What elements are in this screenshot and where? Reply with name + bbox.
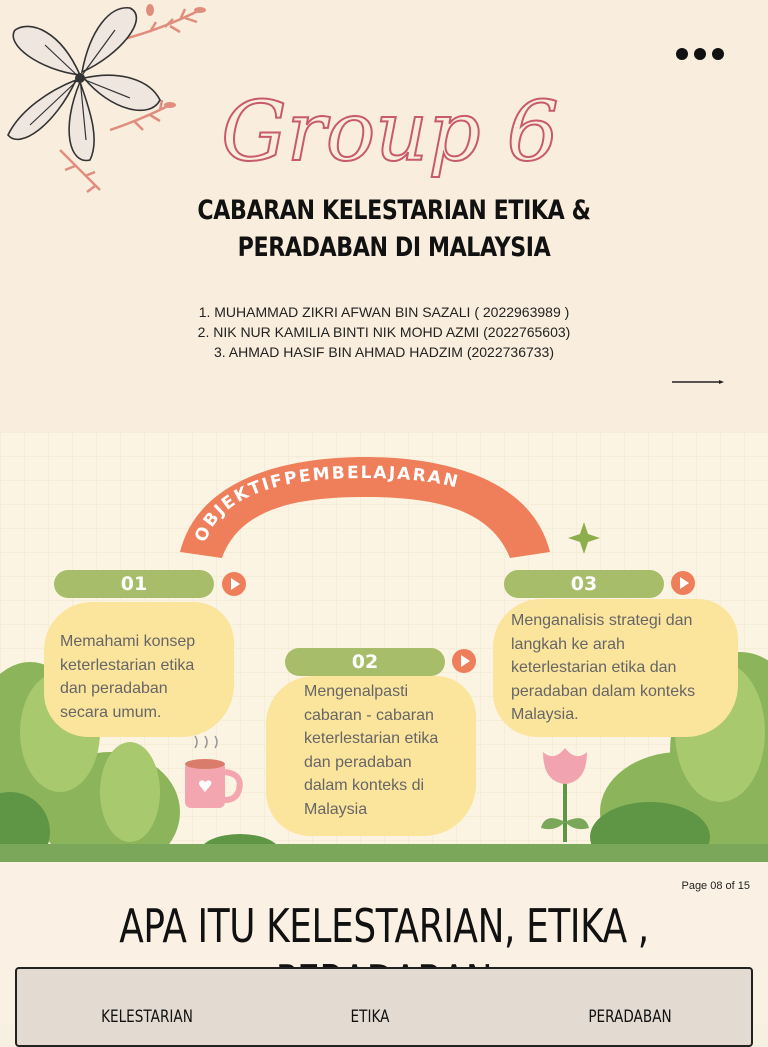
script-title (221, 40, 559, 190)
objectives-banner (180, 442, 560, 572)
member-list (0, 302, 768, 362)
objective-line: dan peradaban (304, 753, 412, 771)
objective-number-pill: 03 (504, 570, 664, 598)
svg-text:OBJEKTIFPEMBELAJARAN (191, 463, 461, 545)
flower-decoration-icon (0, 0, 215, 200)
title-slide (0, 0, 768, 432)
objective-line: Memahami konsep (60, 633, 196, 650)
objective-line: keterlestarian etika (304, 730, 439, 747)
objective-line: dalam konteks di (304, 777, 425, 794)
objective-line: Malaysia. (511, 706, 579, 723)
objective-text (511, 609, 736, 727)
objective-line: peradaban dalam konteks (511, 682, 696, 700)
dot (676, 48, 688, 60)
objective-line: Malaysia (304, 800, 368, 818)
dot (712, 48, 724, 60)
slide-title: CABARAN KELESTARIAN ETIKA & PERADABAN DI MALAYSIA (197, 195, 591, 263)
play-icon[interactable] (671, 571, 695, 595)
column-header-kelestarian: KELESTARIAN (101, 1007, 193, 1027)
objective-line: secara umum. (60, 703, 162, 721)
dot (694, 48, 706, 60)
objective-line: Mengenalpasti (304, 683, 409, 700)
objectives-slide (0, 432, 768, 862)
member-line: 3. AHMAD HASIF BIN AHMAD HADZIM (2022736733) (214, 344, 554, 360)
objective-line: Menganalisis strategi dan (511, 612, 693, 629)
objective-number-pill: 01 (54, 570, 214, 598)
objective-text (60, 630, 240, 724)
column-header-etika: ETIKA (350, 1007, 390, 1027)
banner-text: OBJEKTIFPEMBELAJARAN (191, 462, 462, 546)
objective-line: dan peradaban (60, 680, 168, 697)
definition-table (15, 967, 753, 1047)
member-line: 1. MUHAMMAD ZIKRI AFWAN BIN SAZALI ( 2022963989 ) (198, 304, 570, 320)
member-line: 2. NIK NUR KAMILIA BINTI NIK MOHD AZMI (2022765603) (197, 324, 571, 340)
script-title-text: Group 6 (221, 85, 559, 180)
play-icon[interactable] (452, 649, 476, 673)
definition-slide (0, 862, 768, 1027)
column-header-peradaban: PERADABAN (588, 1007, 672, 1027)
arrow-right-icon[interactable] (672, 380, 724, 384)
objective-line: langkah ke arah (511, 635, 625, 653)
page-number: Page 08 of 15 (681, 880, 750, 892)
objective-line: cabaran - cabaran (304, 706, 434, 724)
objective-number-pill: 02 (285, 648, 445, 676)
objective-text (304, 680, 474, 821)
objective-line: keterlestarian etika dan (511, 659, 677, 676)
play-icon[interactable] (222, 572, 246, 596)
slide-title: APA ITU KELESTARIAN, ETIKA , (119, 899, 649, 953)
more-dots-icon[interactable] (676, 44, 728, 64)
objective-line: keterlestarian etika (60, 656, 195, 674)
